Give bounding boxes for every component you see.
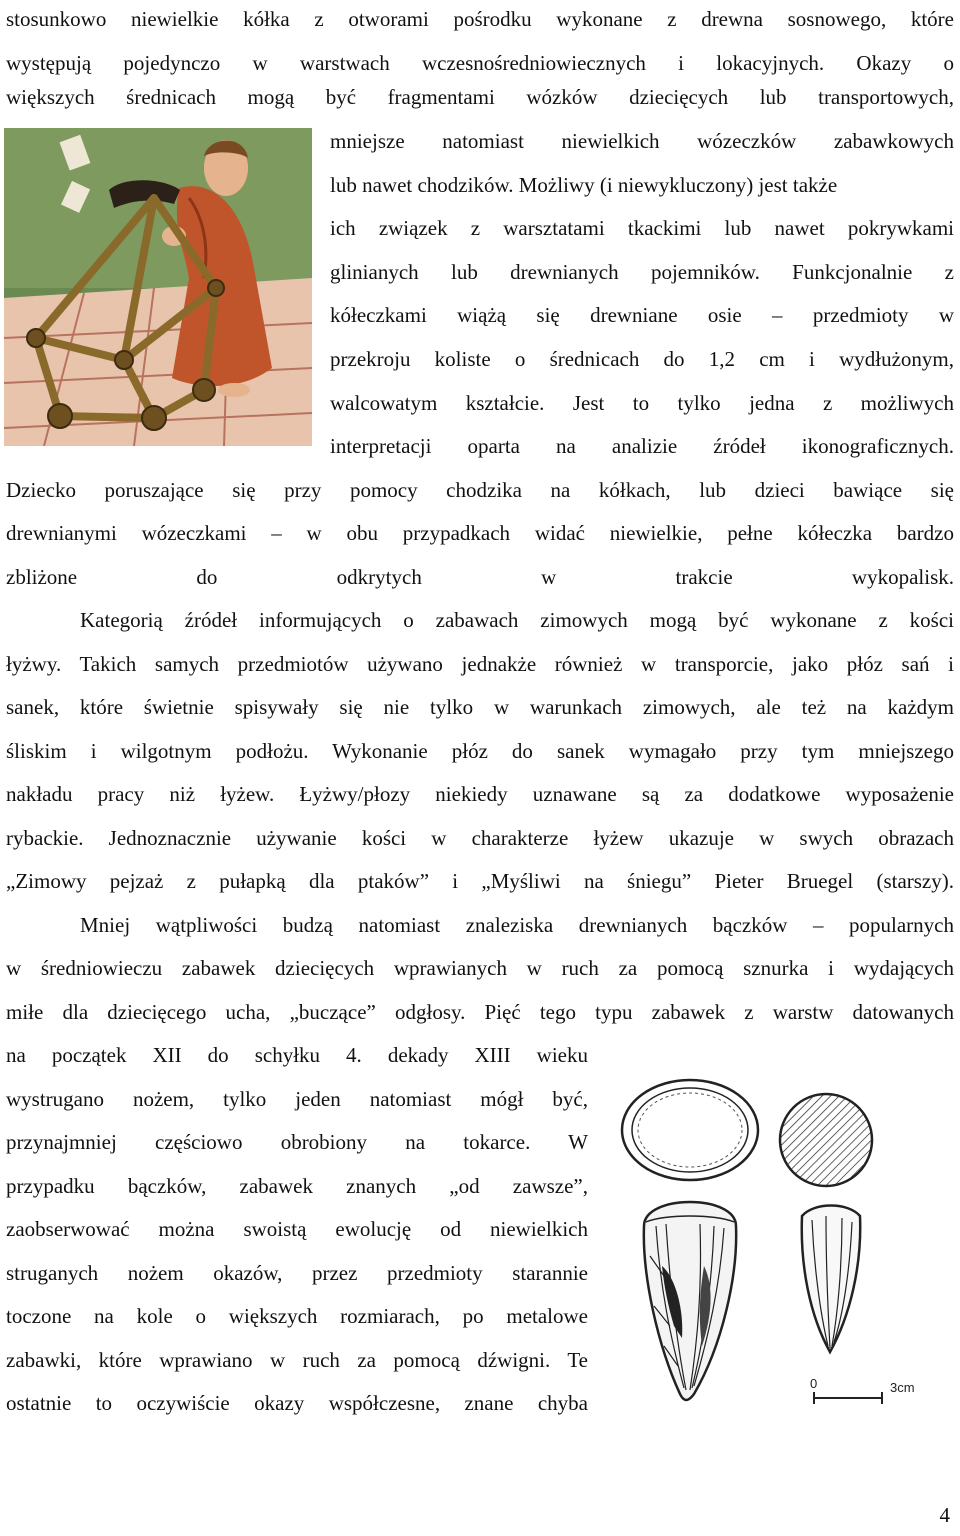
text-line: stosunkowo niewielkie kółka z otworami pośrodku wykonane z drewna sosnowego, które bbox=[6, 7, 954, 31]
text-line: przypadku bączków, zabawek znanych „od zawsze”, bbox=[6, 1174, 588, 1198]
text-line: glinianych lub drewnianych pojemników. Funkcjonalnie z bbox=[330, 260, 954, 284]
text-line: przynajmniej częściowo obrobiony na tokarce. W bbox=[6, 1130, 588, 1154]
text-line: występują pojedynczo w warstwach wczesnośredniowiecznych i lokacyjnych. Okazy o bbox=[6, 51, 954, 75]
text-line: zabawki, które wprawiano w ruch za pomocą dźwigni. Te bbox=[6, 1348, 588, 1372]
text-line: ostatnie to oczywiście okazy współczesne, znane chyba bbox=[6, 1391, 588, 1415]
text-line: łyżwy. Takich samych przedmiotów używano jednakże również w transporcie, jako płóz sań i bbox=[6, 652, 954, 676]
text-line: toczone na kole o większych rozmiarach, po metalowe bbox=[6, 1304, 588, 1328]
text-line: mniejsze natomiast niewielkich wózeczków zabawkowych bbox=[330, 129, 954, 153]
scale-end-label: 3cm bbox=[890, 1380, 915, 1395]
text-line: zaobserwować można swoistą ewolucję od niewielkich bbox=[6, 1217, 588, 1241]
text-line: rybackie. Jednoznacznie używanie kości w charakterze łyżew ukazuje w swych obrazach bbox=[6, 826, 954, 850]
text-line: interpretacji oparta na analizie źródeł ikonograficznych. bbox=[330, 434, 954, 458]
text-line: śliskim i wilgotnym podłożu. Wykonanie płóz do sanek wymagało przy tym mniejszego bbox=[6, 739, 954, 763]
text-line: walcowatym kształcie. Jest to tylko jedna z możliwych bbox=[330, 391, 954, 415]
spinning-top-drawing bbox=[604, 1076, 940, 1432]
text-line: nakładu pracy niż łyżew. Łyżwy/płozy niekiedy uznawane są za dodatkowe wyposażenie bbox=[6, 782, 954, 806]
text-line: na początek XII do schyłku 4. dekady XIII wieku bbox=[6, 1043, 588, 1067]
text-line: miłe dla dziecięcego ucha, „buczące” odgłosy. Pięć tego typu zabawek z warstw datowanych bbox=[6, 1000, 954, 1024]
child-walker-painting bbox=[4, 128, 312, 446]
text-line: większych średnicach mogą być fragmentami wózków dziecięcych lub transportowych, bbox=[6, 85, 954, 109]
text-line: w średniowieczu zabawek dziecięcych wprawianych w ruch za pomocą sznurka i wydających bbox=[6, 956, 954, 980]
text-line: wystrugano nożem, tylko jeden natomiast mógł być, bbox=[6, 1087, 588, 1111]
text-line: struganych nożem okazów, przez przedmioty starannie bbox=[6, 1261, 588, 1285]
text-line: drewnianymi wózeczkami – w obu przypadkach widać niewielkie, pełne kółeczka bardzo bbox=[6, 521, 954, 545]
text-line: ich związek z warsztatami tkackimi lub nawet pokrywkami bbox=[330, 216, 954, 240]
text-line: Dziecko poruszające się przy pomocy chodzika na kółkach, lub dzieci bawiące się bbox=[6, 478, 954, 502]
text-line: przekroju koliste o średnicach do 1,2 cm i wydłużonym, bbox=[330, 347, 954, 371]
scale-start-label: 0 bbox=[810, 1376, 818, 1391]
text-line: lub nawet chodzików. Możliwy (i niewykluczony) jest także bbox=[330, 173, 838, 197]
text-line: sanek, które świetnie spisywały się nie tylko w warunkach zimowych, ale też na każdym bbox=[6, 695, 954, 719]
text-line: Kategorią źródeł informujących o zabawach zimowych mogą być wykonane z kości bbox=[80, 608, 954, 632]
text-line: zbliżone do odkrytych w trakcie wykopalisk. bbox=[6, 565, 954, 589]
page-number: 4 bbox=[939, 1503, 950, 1527]
text-line: Mniej wątpliwości budzą natomiast znaleziska drewnianych bączków – popularnych bbox=[80, 913, 954, 937]
text-line: „Zimowy pejzaż z pułapką dla ptaków” i „Myśliwi na śniegu” Pieter Bruegel (starszy). bbox=[6, 869, 954, 893]
text-line: kółeczkami wiążą się drewniane osie – przedmioty w bbox=[330, 303, 954, 327]
